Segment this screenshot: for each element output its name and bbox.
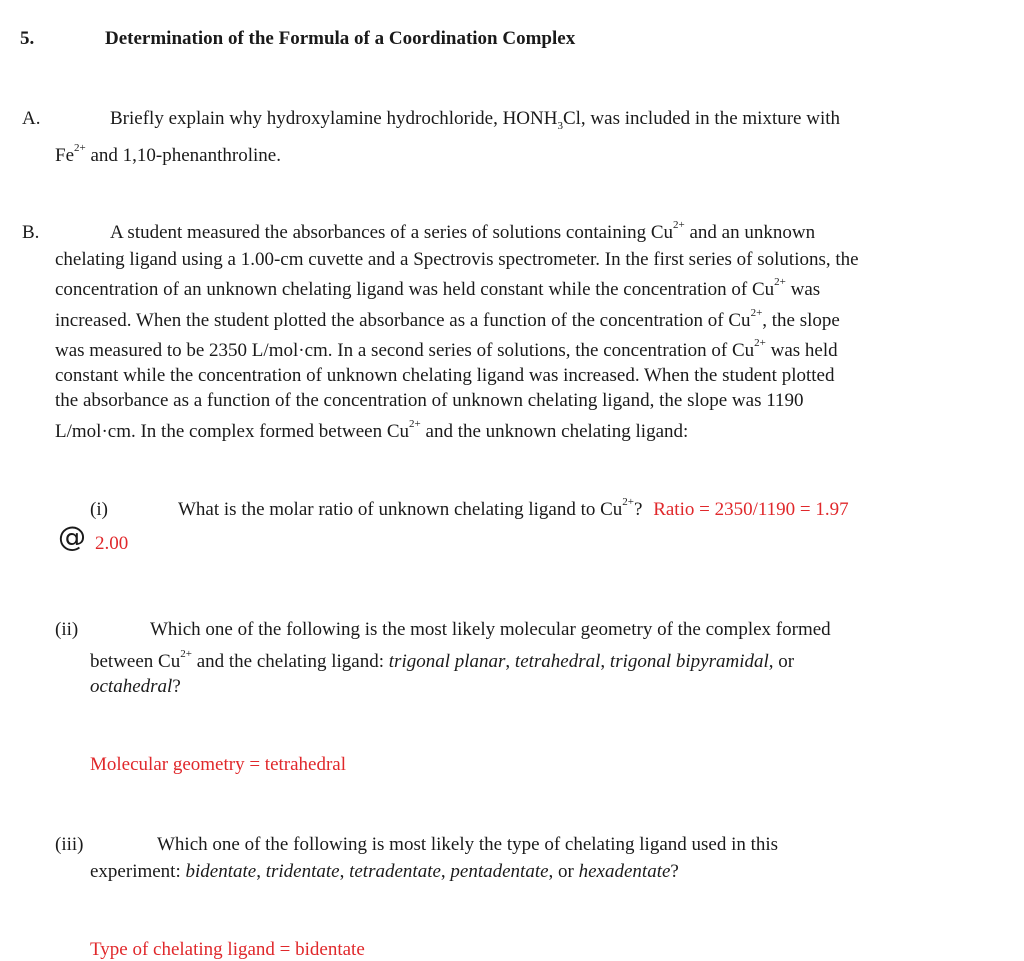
copper-charge: 2+ [673,219,685,231]
sub-ii-line-2 [90,648,795,672]
comma: , [440,861,451,882]
copper-charge: 2+ [180,648,192,660]
sub-ii-label: (ii) [55,619,79,640]
sub-i-text: What is the molar ratio of unknown chelating ligand to Cu [178,499,623,520]
iron-ion: Fe [55,145,74,166]
part-b-label: B. [22,222,40,243]
part-b-line-5 [55,337,838,361]
part-a-text-end: Cl, was included in the mixture with [562,108,841,129]
comma: , [256,861,266,882]
option-bidentate: bidentate [185,861,257,882]
sub-ii-line-3 [90,677,181,696]
sub-iii-line-2 [90,862,679,881]
ratio-answer: Ratio = 2350/1190 = 1.97 [653,499,849,520]
qmark: ? [670,861,679,882]
part-a-text: Briefly explain why hydroxylamine hydrochloride, HONH [110,108,558,129]
part-b-text: , the slope [762,310,840,331]
sub-iii-text: experiment: [90,861,186,882]
option-pentadentate: pentadentate [450,861,549,882]
copper-charge: 2+ [750,307,763,319]
part-b-line-8 [55,418,689,442]
sub-i-label: (i) [90,499,108,520]
sub-i-question [178,496,849,520]
part-b-text: L/mol·cm. In the complex formed between Cu [55,421,410,442]
sub-ii-line-1: Which one of the following is the most likely molecular geometry of the complex formed [150,619,831,640]
geometry-answer: Molecular geometry = tetrahedral [90,754,347,775]
or-word: , or [768,651,795,672]
comma: , [600,651,610,672]
or-word: , or [548,861,579,882]
sub-iii-line-1: Which one of the following is most likely the type of chelating ligand used in this [157,834,779,855]
part-b-line-7: the absorbance as a function of the concentration of unknown chelating ligand, the slope was 1190 [55,390,804,411]
part-a-line-1 [110,108,841,132]
copper-charge: 2+ [409,418,421,430]
part-b-text: A student measured the absorbances of a series of solutions containing Cu [110,222,674,243]
part-b-line-3 [55,276,821,300]
part-b-line-4 [55,307,840,331]
iron-charge: 2+ [74,142,86,154]
part-b-line-6: constant while the concentration of unknown chelating ligand was increased. When the student plotted [55,365,835,386]
question-number: 5. [20,28,35,49]
qmark: ? [172,676,181,697]
comma: , [339,861,350,882]
question-title: Determination of the Formula of a Coordination Complex [105,28,576,49]
part-b-text: was [785,279,821,300]
part-b-text: was held [765,340,838,361]
sub-i-qmark: ? [634,499,643,520]
sub-iii-label: (iii) [55,834,84,855]
part-b-text: and the unknown chelating ligand: [420,421,689,442]
part-a-line-2-text: and 1,10-phenanthroline. [85,145,281,166]
part-a-label: A. [22,108,41,129]
ligand-type-answer: Type of chelating ligand = bidentate [90,939,365,960]
rounded-ratio: 2.00 [95,533,129,554]
sub-ii-text: and the chelating ligand: [191,651,389,672]
part-b-line-2: chelating ligand using a 1.00-cm cuvette and a Spectrovis spectrometer. In the first series of solutions, the [55,249,859,270]
option-octahedral: octahedral [90,676,173,697]
part-b-text: was measured to be 2350 L/mol·cm. In a second series of solutions, the concentration of Cu [55,340,755,361]
option-tetrahedral: tetrahedral [514,651,601,672]
option-tridentate: tridentate [265,861,340,882]
part-b-text: increased. When the student plotted the absorbance as a function of the concentration of Cu [55,310,751,331]
copper-charge: 2+ [754,337,766,349]
option-trigonal-planar: trigonal planar [388,651,506,672]
option-trigonal-bipyramidal: trigonal bipyramidal [609,651,769,672]
at-symbol: @ [58,520,86,553]
copper-charge: 2+ [774,276,786,288]
comma: , [505,651,515,672]
part-b-text: concentration of an unknown chelating ligand was held constant while the concentration of Cu [55,279,775,300]
option-tetradentate: tetradentate [349,861,441,882]
part-a-line-2 [55,142,281,166]
formula-subscript: 3 [557,120,563,132]
copper-charge: 2+ [622,496,635,508]
part-b-text: and an unknown [684,222,816,243]
sub-ii-text: between Cu [90,651,181,672]
option-hexadentate: hexadentate [578,861,671,882]
part-b-line-1 [110,219,816,243]
